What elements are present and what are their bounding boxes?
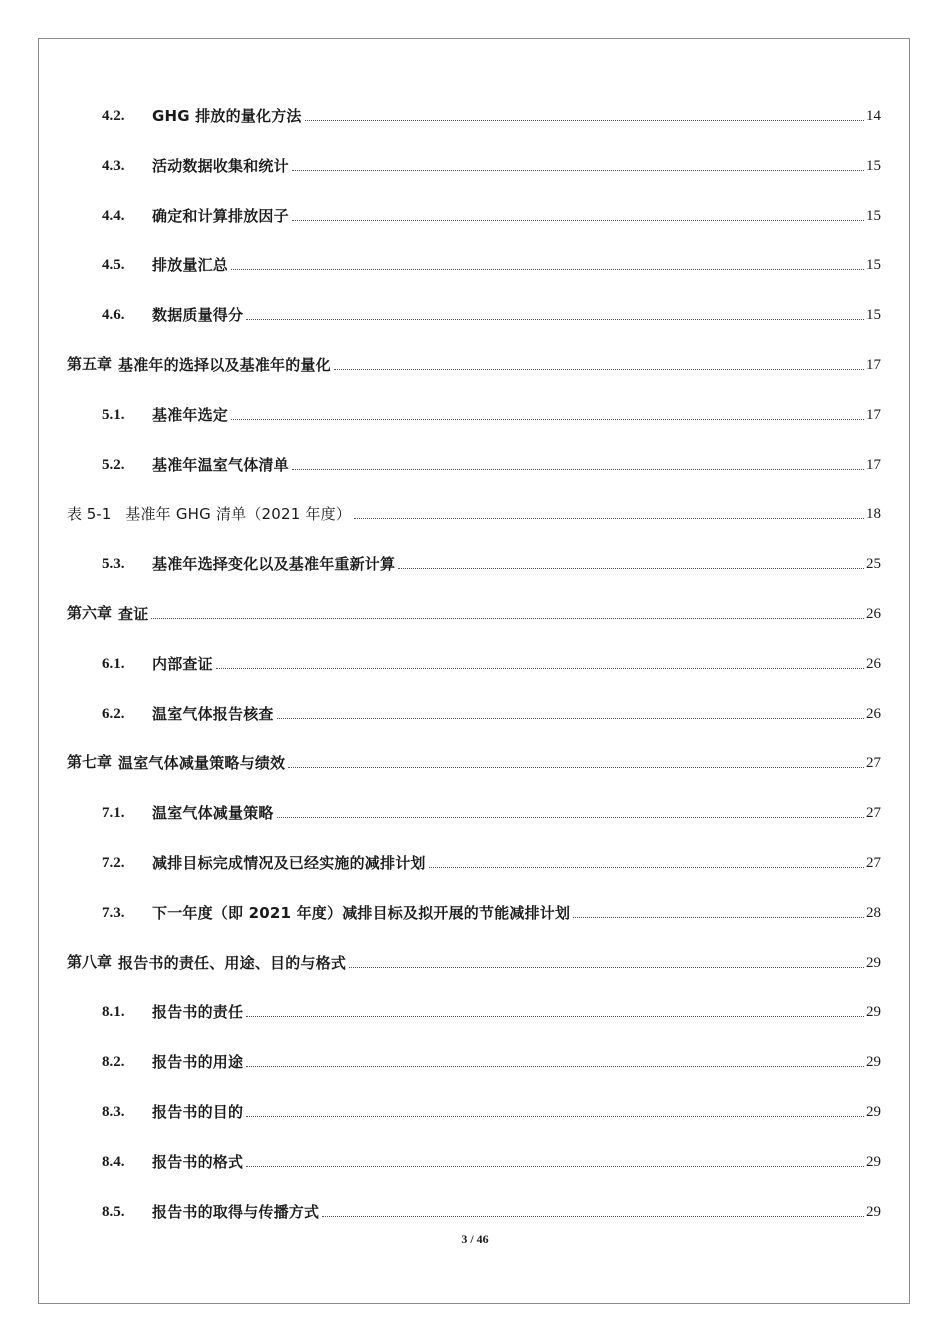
toc-entry-page: 17 [866, 457, 881, 473]
toc-entry[interactable] [102, 553, 881, 575]
toc-entry[interactable] [67, 603, 881, 625]
toc-entry-title: 温室气体减量策略 [152, 804, 274, 822]
toc-entry-page: 26 [866, 656, 881, 672]
toc-entry[interactable] [102, 205, 881, 227]
toc-entry-number: 4.5. [102, 257, 125, 273]
toc-entry-title: GHG 排放的量化方法 [152, 107, 302, 125]
toc-entry-number: 8.3. [102, 1104, 125, 1120]
page-number-footer: 3 / 46 [461, 1232, 489, 1246]
dot-leader [292, 169, 864, 171]
toc-entry-title: 基准年 GHG 清单（2021 年度） [125, 505, 352, 523]
toc-entry-title: 减排目标完成情况及已经实施的减排计划 [152, 854, 426, 872]
toc-entry[interactable] [102, 1051, 881, 1073]
toc-entry-title: 下一年度（即 2021 年度）减排目标及拟开展的节能减排计划 [152, 904, 571, 922]
dot-leader [288, 766, 864, 768]
dot-leader [246, 318, 864, 320]
toc-entry-page: 18 [866, 506, 881, 522]
toc-entry-page: 17 [866, 407, 881, 423]
toc-entry-title: 基准年选定 [152, 406, 229, 424]
toc-entry-number: 5.2. [102, 457, 125, 473]
toc-entry[interactable] [102, 155, 881, 177]
toc-entry[interactable] [102, 254, 881, 276]
dot-leader [429, 866, 864, 868]
dot-leader [246, 1165, 864, 1167]
toc-entry-page: 27 [866, 855, 881, 871]
dot-leader [573, 916, 864, 918]
toc-entry[interactable] [102, 703, 881, 725]
dot-leader [292, 468, 864, 470]
toc-entry-number: 第五章 [67, 357, 113, 373]
dot-leader [231, 268, 864, 270]
toc-entry[interactable] [102, 1151, 881, 1173]
dot-leader [292, 219, 864, 221]
toc-entry[interactable] [67, 752, 881, 774]
toc-entry-title: 内部查证 [152, 655, 213, 673]
toc-entry[interactable] [102, 1001, 881, 1023]
toc-entry[interactable] [102, 105, 881, 127]
toc-entry[interactable] [102, 802, 881, 824]
toc-entry-title: 查证 [118, 605, 149, 623]
toc-entry-title: 确定和计算排放因子 [152, 207, 289, 225]
toc-entry-page: 29 [866, 1054, 881, 1070]
toc-entry-title: 活动数据收集和统计 [152, 157, 289, 175]
toc-entry-page: 29 [866, 1204, 881, 1220]
toc-entry[interactable] [102, 404, 881, 426]
dot-leader [322, 1215, 864, 1217]
toc-entry-title: 温室气体报告核查 [152, 705, 274, 723]
toc-entry-number: 7.1. [102, 805, 125, 821]
toc-entry-number: 7.3. [102, 905, 125, 921]
toc-entry-page: 26 [866, 706, 881, 722]
toc-entry-title: 报告书的格式 [152, 1153, 244, 1171]
toc-entry-number: 第八章 [67, 955, 113, 971]
toc-entry-title: 基准年温室气体清单 [152, 456, 289, 474]
toc-entry[interactable] [102, 454, 881, 476]
toc-entry-number: 5.1. [102, 407, 125, 423]
dot-leader [334, 368, 864, 370]
toc-entry-title: 报告书的责任、用途、目的与格式 [118, 954, 347, 972]
toc-entry-page: 17 [866, 357, 881, 373]
toc-entry[interactable] [67, 354, 881, 376]
toc-entry-number: 4.6. [102, 307, 125, 323]
toc-entry-title: 温室气体减量策略与绩效 [118, 754, 286, 772]
toc-entry[interactable] [67, 503, 881, 525]
dot-leader [151, 617, 864, 619]
toc-entry-number: 表 5-1 [67, 505, 112, 523]
toc-entry-page: 29 [866, 1104, 881, 1120]
toc-entry-number: 6.2. [102, 706, 125, 722]
toc-entry-number: 4.4. [102, 208, 125, 224]
dot-leader [277, 816, 864, 818]
toc-entry-page: 29 [866, 1004, 881, 1020]
toc-entry-number: 7.2. [102, 855, 125, 871]
toc-entry-number: 4.3. [102, 158, 125, 174]
dot-leader [354, 517, 864, 519]
toc-entry-page: 15 [866, 208, 881, 224]
toc-entry-page: 25 [866, 556, 881, 572]
toc-entry[interactable] [102, 1201, 881, 1223]
toc-entry-title: 基准年的选择以及基准年的量化 [118, 356, 331, 374]
toc-entry-title: 基准年选择变化以及基准年重新计算 [152, 555, 396, 573]
toc-entry-number: 8.5. [102, 1204, 125, 1220]
toc-entry-page: 15 [866, 307, 881, 323]
dot-leader [246, 1065, 864, 1067]
toc-entry-title: 报告书的取得与传播方式 [152, 1203, 320, 1221]
toc-entry[interactable] [67, 952, 881, 974]
dot-leader [349, 966, 864, 968]
toc-entry-title: 排放量汇总 [152, 256, 229, 274]
toc-entry-page: 26 [866, 606, 881, 622]
toc-entry-title: 报告书的目的 [152, 1103, 244, 1121]
toc-entry-number: 8.2. [102, 1054, 125, 1070]
toc-entry-number: 5.3. [102, 556, 125, 572]
dot-leader [305, 119, 864, 121]
dot-leader [246, 1015, 864, 1017]
toc-entry-page: 29 [866, 1154, 881, 1170]
dot-leader [398, 567, 864, 569]
toc-entry-title: 报告书的用途 [152, 1053, 244, 1071]
toc-entry-number: 第七章 [67, 755, 113, 771]
toc-entry[interactable] [102, 852, 881, 874]
toc-entry[interactable] [102, 1101, 881, 1123]
toc-entry-page: 15 [866, 257, 881, 273]
toc-entry-number: 第六章 [67, 606, 113, 622]
toc-entry-number: 6.1. [102, 656, 125, 672]
toc-entry-page: 15 [866, 158, 881, 174]
toc-entry-number: 8.1. [102, 1004, 125, 1020]
dot-leader [246, 1115, 864, 1117]
toc-entry-number: 8.4. [102, 1154, 125, 1170]
toc-entry-page: 27 [866, 805, 881, 821]
dot-leader [277, 717, 864, 719]
dot-leader [231, 418, 864, 420]
toc-entry-title: 报告书的责任 [152, 1003, 244, 1021]
toc-entry-page: 28 [866, 905, 881, 921]
toc-entry[interactable] [102, 304, 881, 326]
toc-entry-page: 14 [866, 108, 881, 124]
toc-entry-page: 27 [866, 755, 881, 771]
toc-entry-page: 29 [866, 955, 881, 971]
toc-entry[interactable] [102, 653, 881, 675]
toc-entry[interactable] [102, 902, 881, 924]
dot-leader [216, 667, 864, 669]
toc-entry-number: 4.2. [102, 108, 125, 124]
toc-entry-title: 数据质量得分 [152, 306, 244, 324]
